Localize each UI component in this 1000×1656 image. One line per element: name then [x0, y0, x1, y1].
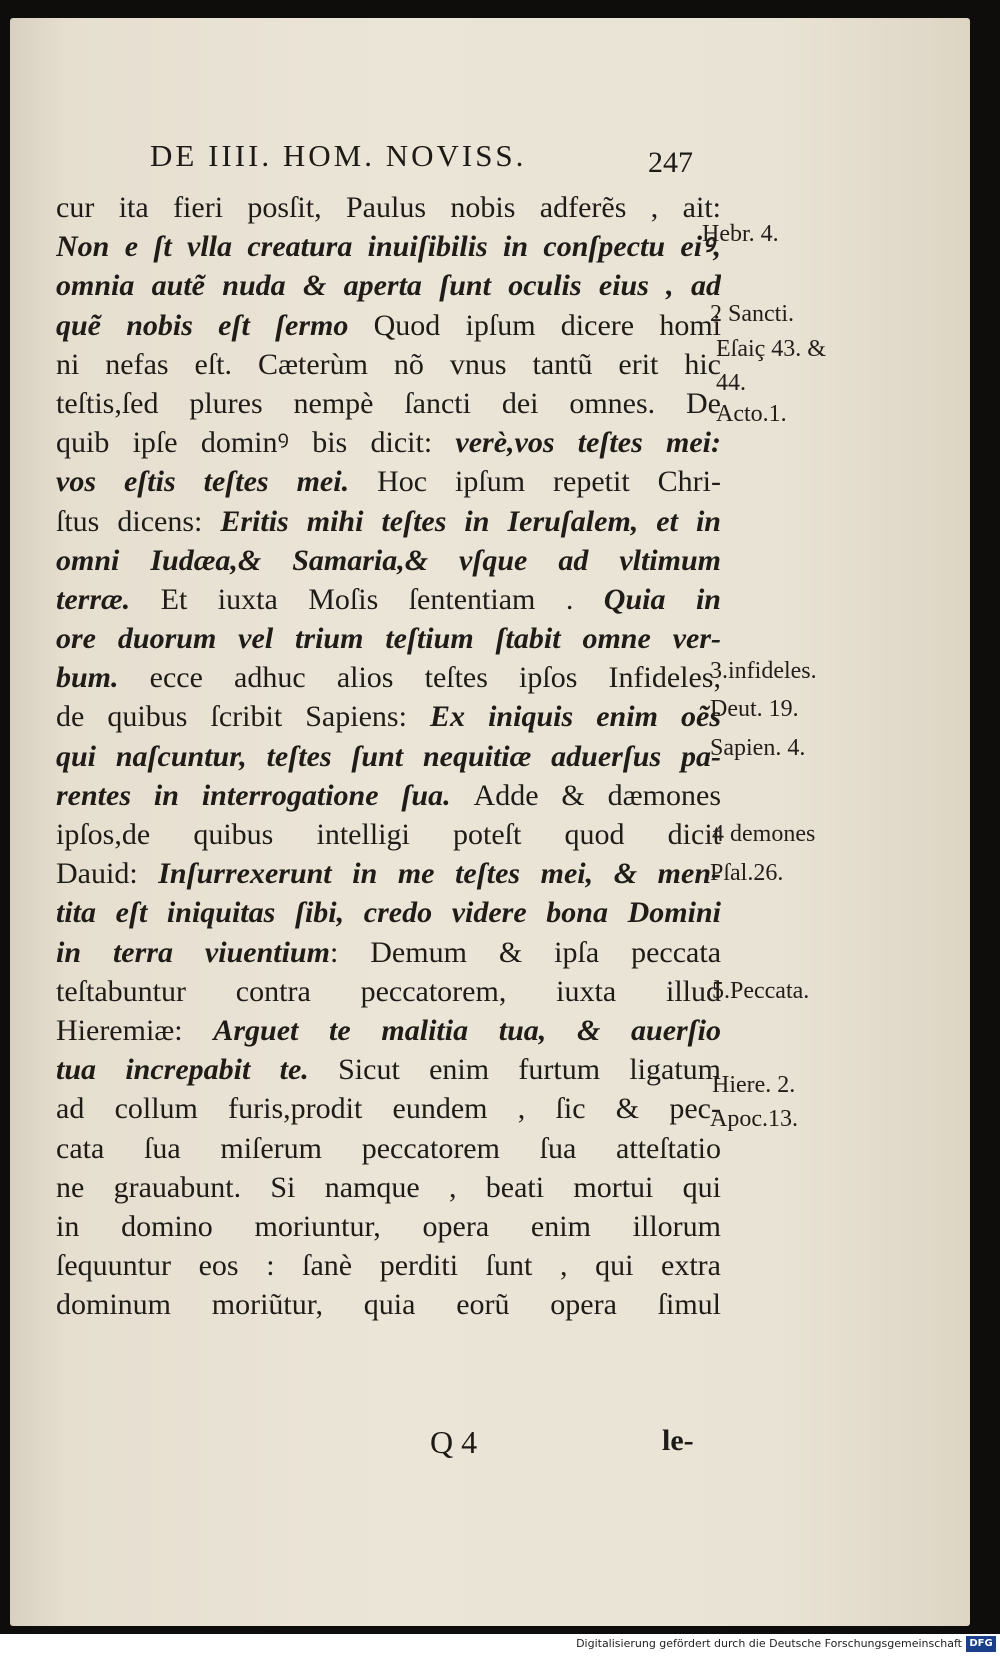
text-line [56, 619, 721, 658]
margin-note: 2 Sancti. [710, 301, 794, 327]
roman-segment: quib ipſe dominꝰ bis dicit: [56, 426, 456, 460]
text-line [56, 1129, 721, 1168]
roman-segment: in domino moriuntur, opera enim illorum [56, 1209, 721, 1243]
text-line [56, 266, 721, 305]
italic-segment: omni Iudæa,& Samaria,& vſque ad vltimum [56, 543, 721, 577]
text-line [56, 1285, 721, 1324]
roman-segment: cata ſua miſerum peccatorem ſua atteſtatio [56, 1131, 721, 1165]
roman-segment: ad collum furis,prodit eundem , ſic & pec- [56, 1092, 721, 1126]
italic-segment: Quia in [603, 582, 721, 616]
text-line [56, 697, 721, 736]
margin-note: Deut. 19. [710, 696, 799, 722]
roman-segment: cur ita fieri posſit, Paulus nobis adferẽs , ait: [56, 191, 721, 224]
italic-segment: rentes in interrogatione ſua. [56, 778, 474, 812]
signature-mark: Q 4 [430, 1424, 478, 1460]
margin-note: Sapien. 4. [710, 735, 806, 761]
roman-segment: teſtis,ſed plures nempè ſancti dei omnes. De [56, 386, 721, 420]
running-head: DE IIII. HOM. NOVISS. [150, 138, 527, 173]
margin-note: 44. [716, 370, 746, 396]
text-line [56, 345, 721, 384]
italic-segment: bum. [56, 661, 150, 695]
text-line [56, 580, 721, 619]
roman-segment: Hieremiæ: [56, 1013, 214, 1047]
roman-segment: de quibus ſcribit Sapiens: [56, 700, 430, 734]
roman-segment: dominum moriũtur, quia eorũ opera ſimul [56, 1288, 721, 1322]
margin-note: Hebr. 4. [702, 221, 779, 247]
roman-segment: ni nefas eſt. Cæterùm nõ vnus tantũ erit hic [56, 347, 721, 381]
text-line [56, 933, 721, 972]
body-text [56, 188, 721, 1324]
roman-segment: Quod ipſum dicere homi [373, 308, 721, 342]
text-line [56, 1207, 721, 1246]
roman-segment: Sicut enim furtum ligatum [338, 1053, 721, 1087]
italic-segment: ore duorum vel trium teſtium ſtabit omne ver- [56, 622, 721, 656]
roman-segment: Et iuxta Moſis ſententiam . [160, 582, 604, 616]
italic-segment: qui naſcuntur, teſtes ſunt nequitiæ aduerſus pa- [56, 739, 721, 773]
roman-segment: Dauid: [56, 857, 159, 891]
margin-note: 4 demones [712, 821, 816, 847]
text-line [56, 384, 721, 423]
text-line [56, 776, 721, 815]
footer-bar [0, 1634, 1000, 1656]
text-line [56, 306, 721, 345]
catchword: le- [662, 1424, 694, 1457]
roman-segment: Hoc ipſum repetit Chri- [377, 465, 721, 499]
text-line [56, 1089, 721, 1128]
text-line [56, 423, 721, 462]
text-line [56, 1050, 721, 1089]
text-line [56, 658, 721, 697]
roman-segment: ipſos,de quibus intelligi poteſt quod dicit [56, 818, 721, 851]
text-line [56, 1168, 721, 1207]
page-number: 247 [648, 146, 693, 179]
roman-segment: ſequuntur eos : ſanè perditi ſunt , qui extra [56, 1249, 721, 1283]
italic-segment: quẽ nobis eſt ſermo [56, 308, 374, 342]
italic-segment: Inſurrexerunt in me teſtes mei, & men- [158, 857, 721, 891]
roman-segment: ſtus dicens: [56, 504, 221, 538]
margin-note: Apoc.13. [710, 1106, 798, 1132]
text-line [56, 462, 721, 501]
italic-segment: vos eſtis teſtes mei. [56, 465, 378, 499]
margin-note: Eſaiç 43. & [716, 336, 826, 362]
margin-note: Acto.1. [716, 401, 787, 427]
italic-segment: tua increpabit te. [56, 1053, 339, 1087]
text-line [56, 188, 721, 227]
italic-segment: tita eſt iniquitas ſibi, credo videre bona Domini [56, 896, 721, 930]
text-line [56, 1246, 721, 1285]
text-line [56, 541, 721, 580]
italic-segment: Non e ſt vlla creatura inuiſibilis in conſpectu eiꝰ, [56, 230, 721, 264]
roman-segment: teſtabuntur contra peccatorem, iuxta illud [56, 974, 721, 1008]
margin-note: 3.infideles. [710, 658, 817, 684]
italic-segment: terræ. [56, 582, 161, 616]
italic-segment: omnia autẽ nuda & aperta ſunt oculis eius , ad [56, 269, 721, 303]
italic-segment: Ex iniquis enim oẽs [430, 700, 721, 734]
dfg-logo: DFG [966, 1636, 996, 1652]
roman-segment: ne grauabunt. Si namque , beati mortui qui [56, 1170, 721, 1204]
funding-credit: Digitalisierung gefördert durch die Deutsche Forschungsgemeinschaft [576, 1637, 962, 1650]
text-line [56, 815, 721, 854]
margin-note: Pſal.26. [710, 860, 784, 886]
roman-segment: : Demum & ipſa peccata [329, 935, 721, 969]
text-line [56, 502, 721, 541]
italic-segment: verè,vos teſtes mei: [455, 426, 721, 460]
text-line [56, 737, 721, 776]
text-line [56, 1011, 721, 1050]
roman-segment: ecce adhuc alios teſtes ipſos Infideles, [149, 661, 721, 695]
text-line [56, 972, 721, 1011]
italic-segment: in terra viuentium [56, 935, 330, 969]
text-line [56, 227, 721, 266]
italic-segment: Eritis mihi teſtes in Ieruſalem, et in [220, 504, 721, 538]
italic-segment: Arguet te malitia tua, & auerſio [213, 1013, 721, 1047]
text-line [56, 854, 721, 893]
book-page [10, 18, 970, 1626]
margin-note: 5.Peccata. [712, 978, 810, 1004]
text-line [56, 893, 721, 932]
margin-note: Hiere. 2. [712, 1072, 796, 1098]
roman-segment: Adde & dæmones [473, 778, 721, 812]
